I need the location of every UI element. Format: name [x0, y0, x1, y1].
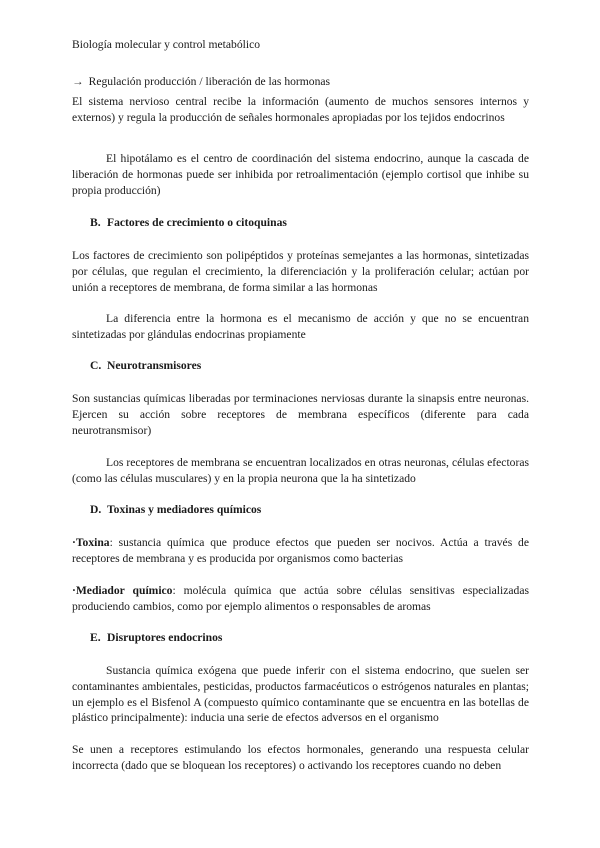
paragraph-chemical-mediator: [72, 583, 529, 615]
paragraph-membrane-receptors: Los receptores de membrana se encuentran localizados en otras neuronas, células efectoras (como las células musculares) y en la propia neurona que la ha sintetizado: [72, 456, 529, 485]
paragraph-growth-factors: Los factores de crecimiento son polipéptidos y proteínas semejantes a las hormonas, sintetizadas por células, que regulan el crecimiento, la diferenciación y la proliferación celular; actúan por unión a receptores de membrana, de forma similar a las hormonas: [72, 249, 529, 294]
term-chemical-mediator: ·Mediador químico: [72, 584, 173, 597]
heading-text: Neurotransmisores: [107, 359, 202, 372]
paragraph-hypothalamus: El hipotálamo es el centro de coordinación del sistema endocrino, aunque la cascada de liberación de hormonas puede ser inhibida por retroalimentación (ejemplo cortisol que inhibe su propia producción): [72, 152, 529, 197]
heading-text: Disruptores endocrinos: [107, 631, 223, 644]
page-header: Biología molecular y control metabólico: [72, 38, 261, 51]
heading-endocrine-disruptors: [90, 631, 222, 644]
paragraph-cns: El sistema nervioso central recibe la información (aumento de muchos sensores internos y externos) y regula la producción de señales hormonales apropiadas por los tejidos endocrinos: [72, 95, 529, 124]
heading-letter: D.: [90, 503, 102, 516]
heading-growth-factors: [90, 216, 287, 229]
heading-toxins: [90, 503, 261, 516]
paragraph-difference: La diferencia entre la hormona es el mecanismo de acción y que no se encuentran sintetizadas por glándulas endocrinas propiamente: [72, 312, 529, 341]
mediator-definition: : molécula química que actúa sobre células sensitivas especializadas produciendo cambios, como por ejemplo alimentos o responsables de aromas: [72, 584, 529, 613]
heading-text: Toxinas y mediadores químicos: [107, 503, 262, 516]
heading-letter: E.: [90, 631, 101, 644]
arrow-icon: →: [72, 75, 84, 88]
paragraph-neurotransmitters: Son sustancias químicas liberadas por terminaciones nerviosas durante la sinapsis entre neuronas. Ejercen su acción sobre receptores de membrana específicos (diferente para cada neurotransmisor): [72, 392, 529, 437]
heading-neurotransmitters: [90, 359, 201, 372]
paragraph-receptor-effects: Se unen a receptores estimulando los efectos hormonales, generando una respuesta celular incorrecta (dado que se bloquean los receptores) o activando los receptores cuando no deben: [72, 743, 529, 772]
heading-letter: B.: [90, 216, 101, 229]
paragraph-toxin: [72, 535, 529, 567]
term-toxin: ·Toxina: [72, 536, 110, 549]
heading-letter: C.: [90, 359, 102, 372]
paragraph-disruptors: Sustancia química exógena que puede inferir con el sistema endocrino, que suelen ser contaminantes ambientales, pesticidas, productos farmacéuticos o estrógenos naturales en plantas; un ejemplo es el Bisfenol A (compuesto químico contaminante que se encuentra en las botellas de plástico principalmente): inducia una serie de efectos adversos en el organismo: [72, 664, 529, 725]
toxin-definition: : sustancia química que produce efectos que pueden ser nocivos. Actúa a través de receptores de membrana y es producida por organismos como bacterias: [72, 536, 529, 565]
regulation-line: [72, 75, 330, 88]
heading-text: Factores de crecimiento o citoquinas: [107, 216, 287, 229]
regulation-text: Regulación producción / liberación de las hormonas: [88, 75, 331, 88]
